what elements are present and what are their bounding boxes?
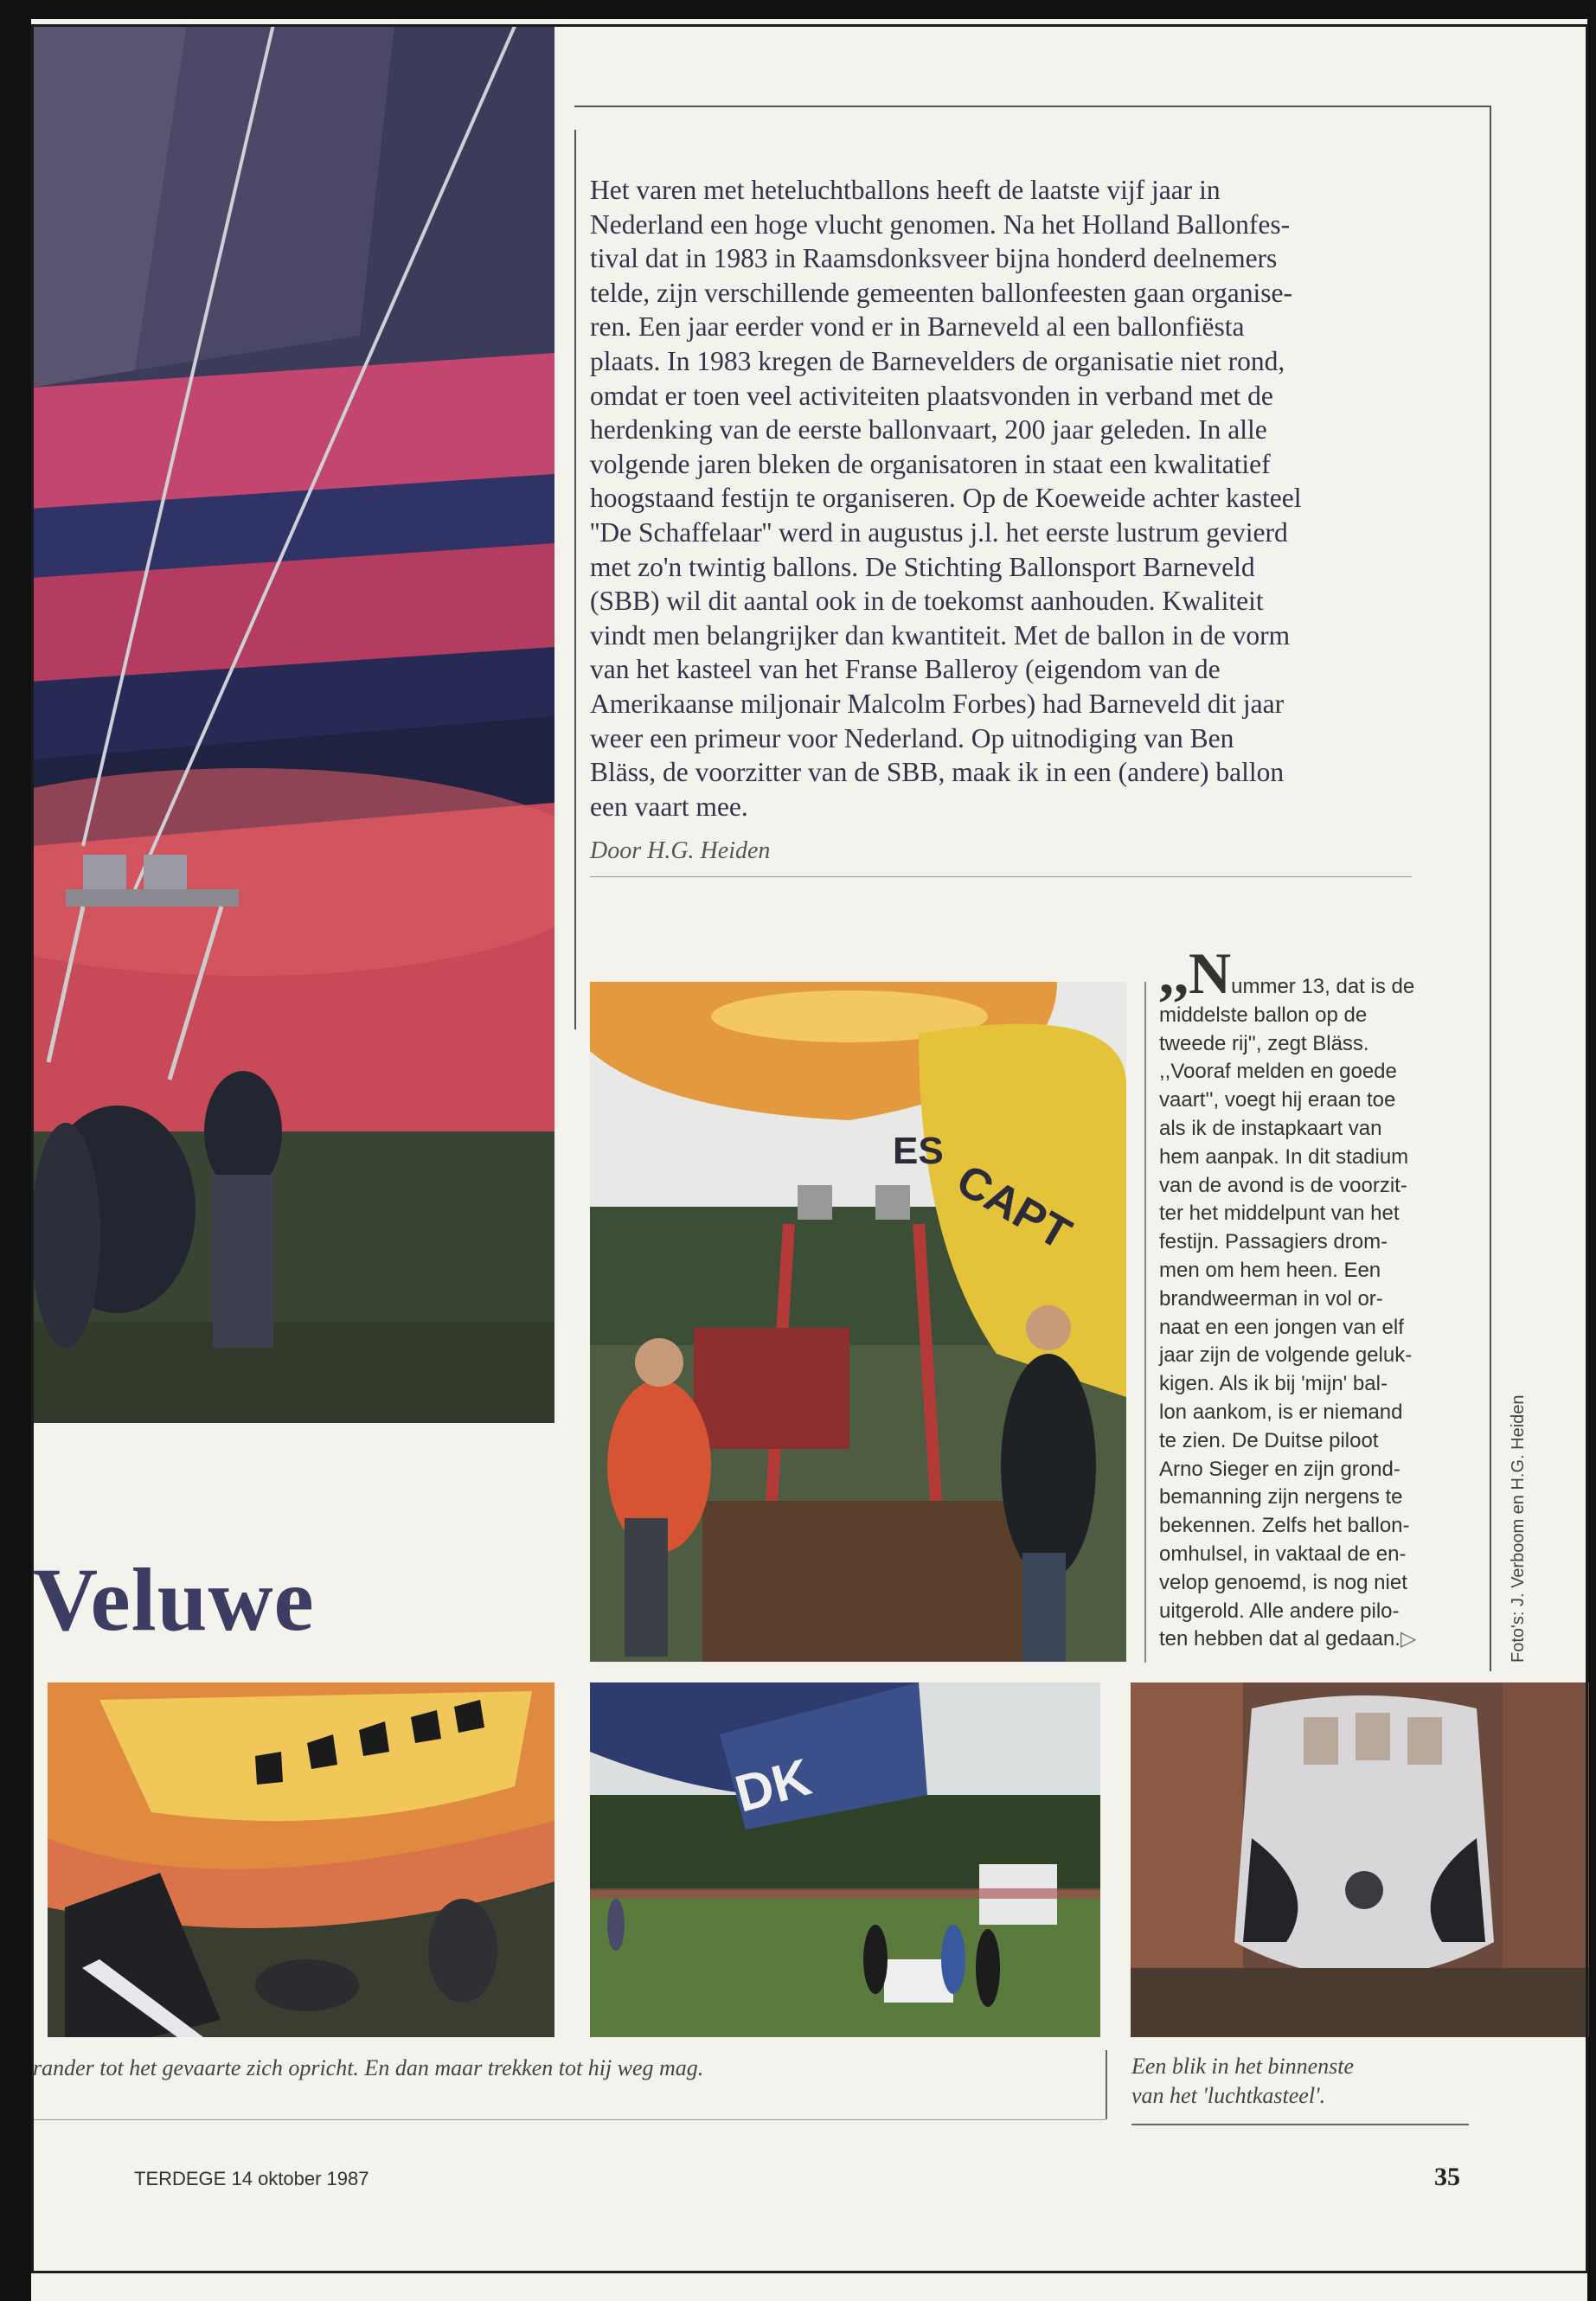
intro-line: Het varen met heteluchtballons heeft de laatste vijf jaar in [590, 175, 1221, 205]
balloon-lettering-capt: CAPT [948, 1155, 1080, 1260]
side-line: middelste ballon op de [1159, 1003, 1368, 1027]
balloon-lettering-dk: DK [729, 1747, 817, 1823]
side-line: velop genoemd, is nog niet [1159, 1570, 1407, 1594]
side-line: tweede rij'', zegt Bläss. [1159, 1031, 1369, 1055]
balloon-lettering-es: ES [893, 1130, 944, 1172]
intro-line: plaats. In 1983 kregen de Barnevelders de organisatie niet rond, [590, 345, 1285, 376]
photo-castle-balloon-interior-image [1131, 1682, 1589, 2037]
intro-line: van het kasteel van het Franse Balleroy (eigendom van de [590, 654, 1221, 685]
caption-bottom-right [1131, 2052, 1477, 2111]
intro-line: tival dat in 1983 in Raamsdonksveer bijna honderd deelnemers [590, 243, 1278, 274]
intro-frame-left [574, 130, 576, 1029]
side-line: van de avond is de voorzit- [1159, 1173, 1407, 1197]
caption-bottom-right-line: van het 'luchtkasteel'. [1131, 2083, 1326, 2108]
intro-line: weer een primeur voor Nederland. Op uitnodiging van Ben [590, 722, 1234, 753]
intro-line: volgende jaren bleken de organisatoren in staat een kwalitatief [590, 448, 1271, 479]
section-title: Veluwe [33, 1550, 315, 1650]
continue-arrow-icon: ▷ [1400, 1627, 1417, 1651]
intro-frame-top [574, 106, 1491, 107]
side-line: bekennen. Zelfs het ballon- [1159, 1514, 1410, 1538]
intro-line: ''De Schaffelaar'' werd in augustus j.l. het eerste lustrum gevierd [590, 516, 1288, 548]
intro-line: met zo'n twintig ballons. De Stichting Ballonsport Barneveld [590, 551, 1255, 582]
caption-underline-left [33, 2119, 1106, 2120]
side-line: naat en een jongen van elf [1159, 1315, 1404, 1339]
side-line: vaart'', voegt hij eraan toe [1159, 1088, 1396, 1112]
side-line: omhulsel, in vaktaal de en- [1159, 1541, 1407, 1566]
photo-balloon-inflation [31, 24, 554, 1423]
photo-festival-field-image [590, 1682, 1100, 2037]
side-line: lon aankom, is er niemand [1159, 1400, 1403, 1424]
photo-basket-crew-image [590, 982, 1126, 1662]
page-number: 35 [1434, 2163, 1460, 2191]
side-line-first: ,,Nummer 13, dat is de [1159, 940, 1415, 1006]
photo-envelope-closeup [48, 1682, 554, 2037]
photo-credit: Foto's: J. Verboom en H.G. Heiden [1509, 1394, 1528, 1663]
intro-line: omdat er toen veel activiteiten plaatsvonden in verband met de [590, 380, 1273, 411]
side-line: festijn. Passagiers drom- [1159, 1230, 1388, 1254]
caption-underline-right [1131, 2124, 1469, 2125]
caption-bottom-left: rander tot het gevaarte zich opricht. En dan maar trekken tot hij weg mag. [33, 2055, 704, 2080]
caption-bottom-right-line: Een blik in het binnenste [1131, 2054, 1355, 2079]
side-line: brandweerman in vol or- [1159, 1286, 1383, 1311]
side-line: hem aanpak. In dit stadium [1159, 1144, 1409, 1169]
side-line: bemanning zijn nergens te [1159, 1485, 1403, 1509]
scan-edge-top [0, 0, 1596, 19]
intro-line: ren. Een jaar eerder vond er in Barneveld al een ballonfiësta [590, 311, 1245, 343]
intro-line: Bläss, de voorzitter van de SBB, maak ik in een (andere) ballon [590, 757, 1285, 788]
intro-line: hoogstaand festijn te organiseren. Op de Koeweide achter kasteel [590, 483, 1302, 514]
photo-basket-crew [590, 982, 1126, 1662]
intro-frame-right [1490, 106, 1491, 1671]
intro-paragraph [590, 173, 1433, 824]
intro-line: (SBB) wil dit aantal ook in de toekomst aanhouden. Kwaliteit [590, 586, 1264, 617]
footer-publication [134, 2168, 369, 2190]
side-column-text [1159, 940, 1469, 1654]
byline-separator [590, 876, 1412, 877]
side-line: jaar zijn de volgende geluk- [1159, 1343, 1413, 1368]
drop-cap: ,,N [1159, 940, 1232, 1006]
scan-edge-left [0, 0, 31, 2301]
caption-rule-left [1106, 2050, 1107, 2119]
intro-line: een vaart mee. [590, 791, 748, 822]
photo-castle-balloon-interior [1131, 1682, 1589, 2037]
intro-line: Nederland een hoge vlucht genomen. Na het Holland Ballonfes- [590, 208, 1291, 240]
side-line: uitgerold. Alle andere pilo- [1159, 1599, 1400, 1623]
intro-line: Amerikaanse miljonair Malcolm Forbes) had Barneveld dit jaar [590, 688, 1285, 719]
publication-date: 14 oktober 1987 [231, 2168, 369, 2189]
side-line: kigen. Als ik bij 'mijn' bal- [1159, 1372, 1388, 1396]
photo-balloon-inflation-image [31, 24, 554, 1423]
intro-line: vindt men belangrijker dan kwantiteit. Met de ballon in de vorm [590, 619, 1291, 651]
photo-festival-field [590, 1682, 1100, 2037]
intro-line: herdenking van de eerste ballonvaart, 200 jaar geleden. In alle [590, 414, 1267, 445]
side-line-last: ten hebben dat al gedaan.▷ [1159, 1627, 1417, 1651]
side-line: men om hem heen. Een [1159, 1258, 1381, 1282]
byline: Door H.G. Heiden [590, 837, 771, 864]
side-column-rule [1144, 982, 1146, 1663]
side-line: ,,Vooraf melden en goede [1159, 1060, 1397, 1084]
photo-envelope-closeup-image [48, 1682, 554, 2037]
side-line: als ik de instapkaart van [1159, 1116, 1382, 1140]
side-line: ter het middelpunt van het [1159, 1202, 1400, 1226]
publication-name: TERDEGE [134, 2168, 227, 2189]
side-line: te zien. De Duitse piloot [1159, 1428, 1379, 1452]
intro-line: telde, zijn verschillende gemeenten ballonfeesten gaan organise- [590, 277, 1292, 308]
side-line: Arno Sieger en zijn grond- [1159, 1457, 1401, 1481]
